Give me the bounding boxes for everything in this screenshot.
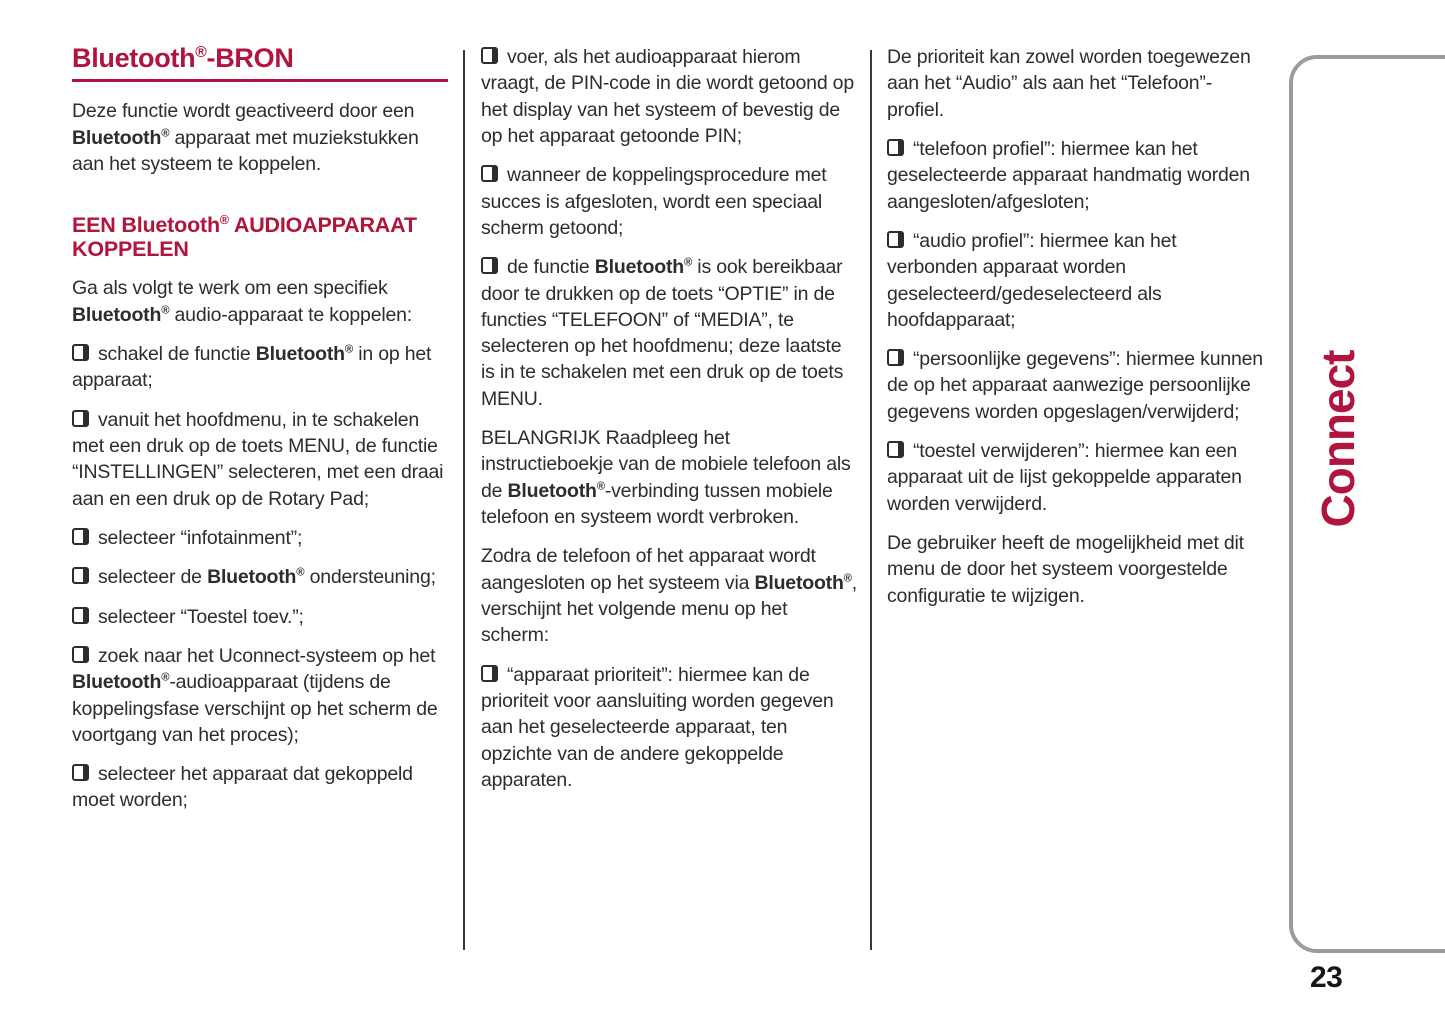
- paragraph: BELANGRIJK Raadpleeg het instructieboekje van de mobiele telefoon als de Bluetooth®-verbinding tussen mobiele telefoon en systeem wordt verbroken.: [481, 427, 851, 528]
- bullet-item: “toestel verwijderen”: hiermee kan een apparaat uit de lijst gekoppelde apparaten worden verwijderd.: [887, 440, 1242, 515]
- registered-trademark-symbol: ®: [161, 304, 170, 317]
- bullet-item: selecteer de Bluetooth® ondersteuning;: [72, 564, 448, 590]
- bold-text: Bluetooth: [754, 571, 844, 594]
- bold-text: Bluetooth: [72, 671, 162, 694]
- square-bullet-icon: [72, 607, 89, 624]
- bullet-item: de functie Bluetooth® is ook bereikbaar door te drukken op de toets “OPTIE” in de functies “TELEFOON” of “MEDIA”, te selecteren op het hoofdmenu; deze laatste is in te schakelen met een druk op de toets MENU.: [481, 256, 844, 410]
- bullet-item: schakel de functie Bluetooth® in op het apparaat;: [72, 343, 432, 392]
- bold-text: Bluetooth: [72, 43, 196, 73]
- square-bullet-icon: [72, 410, 89, 427]
- registered-trademark-symbol: ®: [161, 127, 170, 140]
- square-bullet-icon: [72, 344, 89, 361]
- bold-text: Bluetooth: [72, 126, 162, 149]
- registered-trademark-symbol: ®: [843, 572, 852, 585]
- bold-text: -BRON: [206, 43, 294, 73]
- column-separator-2: [870, 50, 872, 950]
- square-bullet-icon: [481, 165, 498, 182]
- square-bullet-icon: [481, 665, 498, 682]
- bullet-item: voer, als het audioapparaat hierom vraagt, de PIN-code in die wordt getoond op het display van het systeem of bevestig de op het apparaat getoonde PIN;: [481, 46, 854, 147]
- registered-trademark-symbol: ®: [344, 343, 354, 356]
- bullet-item: zoek naar het Uconnect-systeem op het Bluetooth®-audioapparaat (tijdens de koppelingsfase verschijnt op het scherm de voortgang van het proces);: [72, 644, 438, 746]
- square-bullet-icon: [887, 349, 904, 366]
- square-bullet-icon: [481, 47, 498, 64]
- registered-trademark-symbol: ®: [296, 566, 305, 579]
- bullet-item: “persoonlijke gegevens”: hiermee kunnen de op het apparaat aanwezige persoonlijke gegevens worden opgeslagen/verwijderd;: [887, 348, 1263, 423]
- registered-trademark-symbol: ®: [195, 44, 207, 61]
- bold-text: Bluetooth: [207, 566, 297, 589]
- square-bullet-icon: [887, 441, 904, 458]
- bullet-item: wanneer de koppelingsprocedure met succes is afgesloten, wordt een speciaal scherm getoond;: [481, 164, 827, 239]
- bullet-item: selecteer het apparaat dat gekoppeld moet worden;: [72, 763, 413, 812]
- column-separator-1: [463, 50, 465, 950]
- bullet-item: “telefoon profiel”: hiermee kan het geselecteerde apparaat handmatig worden aangesloten/afgesloten;: [887, 137, 1250, 213]
- registered-trademark-symbol: ®: [596, 480, 605, 493]
- square-bullet-icon: [481, 257, 498, 274]
- page-number: 23: [1310, 961, 1343, 994]
- paragraph: De gebruiker heeft de mogelijkheid met dit menu de door het systeem voorgestelde configuratie te wijzigen.: [887, 532, 1244, 607]
- section-tab: [1289, 55, 1445, 953]
- registered-trademark-symbol: ®: [683, 256, 693, 269]
- text-column-1: [72, 44, 448, 827]
- bullet-item: selecteer “infotainment”;: [72, 525, 448, 551]
- square-bullet-icon: [72, 528, 89, 545]
- square-bullet-icon: [72, 567, 89, 584]
- paragraph: De prioriteit kan zowel worden toegewezen aan het “Audio” als aan het “Telefoon”-profiel.: [887, 46, 1251, 121]
- section-heading: EEN Bluetooth® AUDIOAPPARAAT KOPPELEN: [72, 213, 417, 262]
- bullet-item: “audio profiel”: hiermee kan het verbonden apparaat worden geselecteerd/gedeselecteerd als hoofdapparaat;: [887, 229, 1177, 331]
- page-title: [72, 44, 448, 82]
- registered-trademark-symbol: ®: [219, 213, 229, 228]
- text-column-3: [887, 44, 1263, 622]
- paragraph: Zodra de telefoon of het apparaat wordt aangesloten op het systeem via Bluetooth®, verschijnt het volgende menu op het scherm:: [481, 545, 858, 647]
- paragraph: Deze functie wordt geactiveerd door een Bluetooth® apparaat met muziekstukken aan het systeem te koppelen.: [72, 100, 419, 175]
- square-bullet-icon: [72, 764, 89, 781]
- paragraph: Ga als volgt te werk om een specifiek Bluetooth® audio-apparaat te koppelen:: [72, 277, 412, 326]
- bullet-item: “apparaat prioriteit”: hiermee kan de prioriteit voor aansluiting worden gegeven aan het geselecteerde apparaat, ten opzichte van de andere gekoppelde apparaten.: [481, 663, 834, 791]
- square-bullet-icon: [887, 231, 904, 248]
- bold-text: Bluetooth: [594, 256, 684, 279]
- bold-text: Bluetooth: [507, 479, 597, 502]
- square-bullet-icon: [72, 646, 89, 663]
- bullet-item: vanuit het hoofdmenu, in te schakelen met een druk op de toets MENU, de functie “INSTELLINGEN” selecteren, met een draai aan en een druk op de Rotary Pad;: [72, 408, 444, 510]
- bold-text: Bluetooth: [255, 343, 345, 366]
- bold-text: Bluetooth: [72, 303, 162, 326]
- registered-trademark-symbol: ®: [161, 671, 170, 684]
- bullet-item: selecteer “Toestel toev.”;: [72, 604, 448, 630]
- square-bullet-icon: [887, 139, 904, 156]
- text-column-2: [481, 44, 857, 806]
- section-tab-label: Connect: [1312, 350, 1364, 528]
